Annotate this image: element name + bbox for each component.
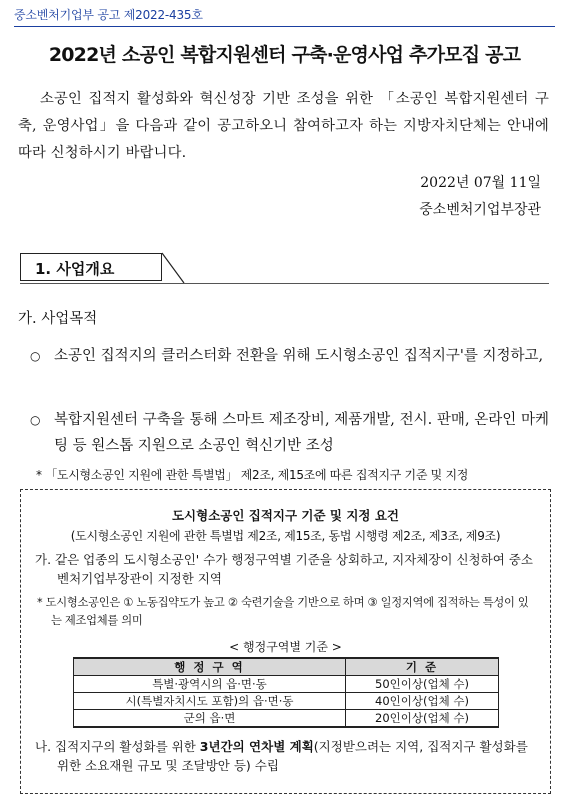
- table-header-cell: 행 정 구 역: [74, 658, 346, 676]
- table-cell: 50인이상(업체 수): [346, 676, 499, 693]
- table-cell: 특별·광역시의 읍·면·동: [74, 676, 346, 693]
- bullet-text: 소공인 집적지의 클러스터화 전환을 위해 도시형소공인 집적지구'를 지정하고,: [54, 348, 544, 364]
- notice-number: 중소벤처기업부 공고 제2022-435호: [14, 8, 203, 22]
- table-cell: 20인이상(업체 수): [346, 710, 499, 728]
- table-header-row: [74, 658, 499, 676]
- criteria-note-text: * 도시형소공인은 ① 노동집약도가 높고 ② 숙련기술을 기반으로 하며 ③ 일정지역에 집적하는 특성이 있는 제조업체를 의미: [37, 596, 529, 627]
- bullet-marker: ○: [30, 413, 41, 427]
- table-cell: 군의 읍·면: [74, 710, 346, 728]
- issuer: 중소벤처기업부장관: [419, 202, 541, 218]
- criteria-item-na: [35, 737, 536, 775]
- criteria-box-title: 도시형소공인 집적지구 기준 및 지정 요건: [171, 508, 400, 523]
- notice-date: 2022년 07월 11일: [420, 175, 541, 191]
- section-heading-text: 1. 사업개요: [35, 260, 115, 278]
- table-cell: 시(특별자치시도 포함)의 읍·면·동: [74, 693, 346, 710]
- bullet-item: [30, 343, 549, 369]
- criteria-box-subtitle: (도시형소공인 지원에 관한 특별법 제2조, 제15조, 동법 시행령 제2조, 제3조, 제9조): [70, 529, 501, 543]
- criteria-item-na-emphasis: 3년간의 연차별 계획: [199, 739, 314, 754]
- intro-text: 소공인 집적지 활성화와 혁신성장 기반 조성을 위한 「소공인 복합지원센터 구축, 운영사업」을 다음과 같이 공고하오니 참여하고자 하는 지방자치단체는 안내에 따라 신청하시기 바랍니다.: [18, 91, 549, 161]
- criteria-item-ga: [35, 550, 536, 588]
- table-caption: < 행정구역별 기준 >: [229, 640, 342, 654]
- admin-area-criteria-table: [73, 657, 499, 728]
- section-divider: [20, 283, 549, 284]
- bullet-item: [30, 407, 549, 459]
- document-title: 2022년 소공인 복합지원센터 구축·운영사업 추가모집 공고: [48, 44, 521, 66]
- bullet-marker: ○: [30, 349, 41, 363]
- criteria-note: [37, 594, 538, 630]
- criteria-box: [20, 489, 551, 794]
- table-cell: 40인이상(업체 수): [346, 693, 499, 710]
- table-row: [74, 693, 499, 710]
- footnote: * 「도시형소공인 지원에 관한 특별법」 제2조, 제15조에 따른 집적지구 기준 및 지정: [36, 468, 469, 482]
- criteria-item-na-prefix: 나. 집적지구의 활성화를 위한: [35, 739, 200, 754]
- subsection-purpose: 가. 사업목적: [18, 311, 98, 327]
- section-heading-decoration: [0, 0, 569, 300]
- bullet-text: 복합지원센터 구축을 통해 스마트 제조장비, 제품개발, 전시. 판매, 온라인 마케팅 등 원스톱 지원으로 소공인 혁신기반 조성: [54, 412, 549, 454]
- criteria-item-ga-text: 가. 같은 업종의 도시형소공인' 수가 행정구역별 기준을 상회하고, 지자체장이 신청하여 중소벤처기업부장관이 지정한 지역: [35, 552, 533, 586]
- table-row: [74, 710, 499, 728]
- table-row: [74, 676, 499, 693]
- criteria-item-na-suffix: (지정받으려는 지역, 집적지구 활성화를 위한 소요재원 규모 및 조달방안 등) 수립: [57, 739, 528, 773]
- criteria-item-na-text: [35, 737, 536, 775]
- table-header-cell: 기 준: [346, 658, 499, 676]
